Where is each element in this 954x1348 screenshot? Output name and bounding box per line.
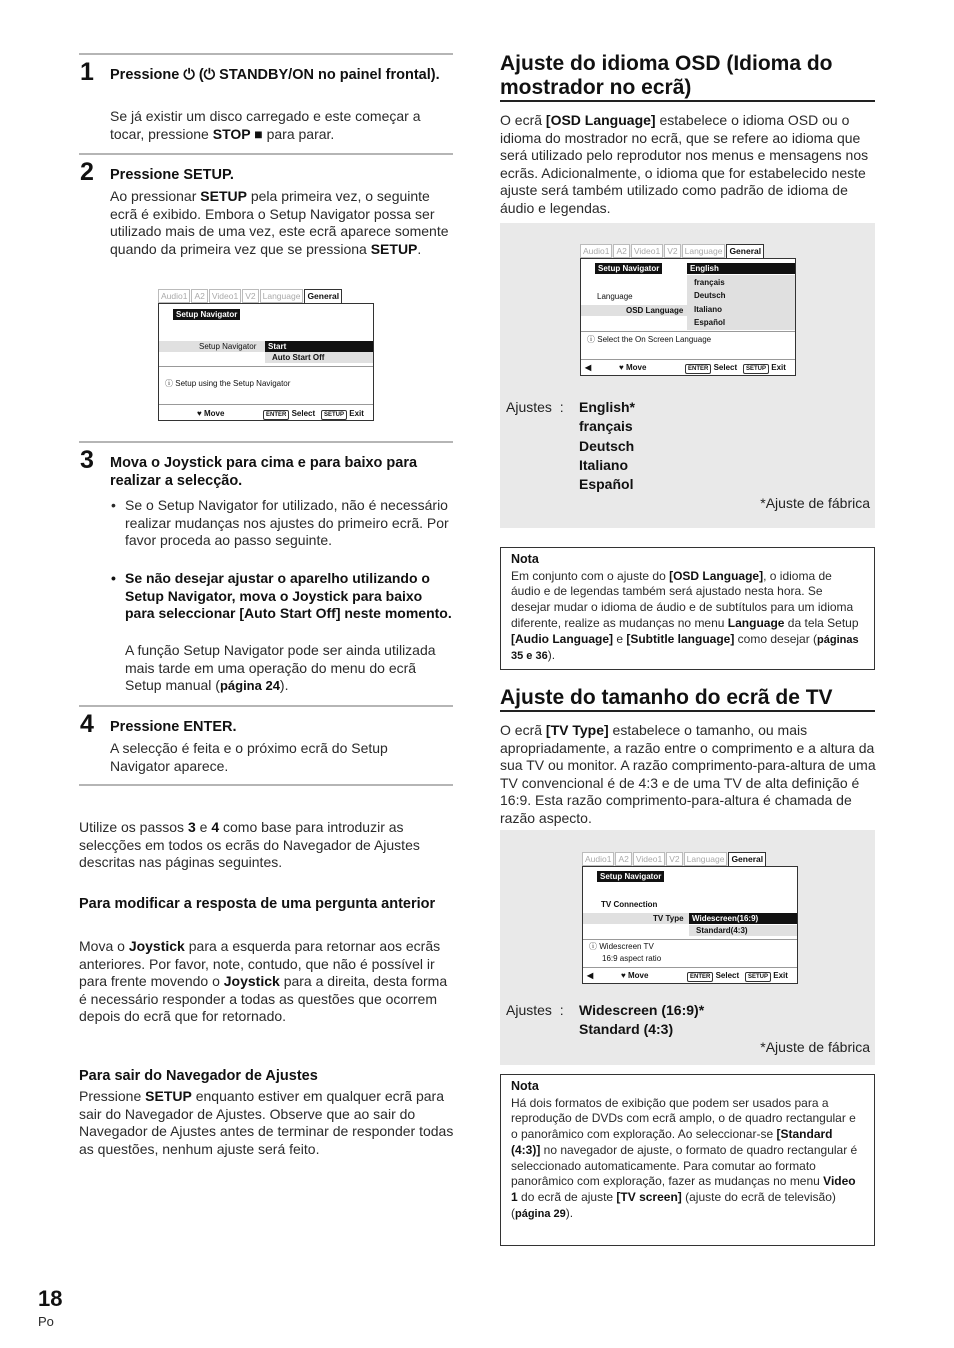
option-francais: français [694, 278, 725, 287]
option-standard: Standard(4:3) [696, 926, 748, 935]
tab-audio1: Audio1 [158, 289, 190, 303]
option-widescreen: Widescreen(16:9) [689, 913, 797, 924]
heading-tv-rule [500, 710, 875, 712]
option-italiano: Italiano [694, 305, 723, 314]
step2-number: 2 [80, 158, 94, 186]
info-text: ⓘ Setup using the Setup Navigator [165, 379, 291, 388]
option-start: Start [265, 341, 373, 352]
tab-language: Language [260, 289, 304, 303]
step3-number: 3 [80, 446, 94, 474]
heading-osd-rule [500, 100, 875, 102]
tv-factory-note: *Ajuste de fábrica [760, 1039, 870, 1055]
step1-number: 1 [80, 58, 94, 86]
step3-bullet-1: • Se o Setup Navigator for utilizado, não é necessário realizar mudanças nos ajustes do primeiro ecrã. Por favor proceda ao passo seguinte. [125, 497, 450, 550]
osd-setting-espanol: Español [579, 476, 634, 492]
option-deutsch: Deutsch [694, 291, 726, 300]
step4-top-rule [79, 705, 453, 707]
step1-top-rule [79, 53, 453, 55]
step2-body: Ao pressionar SETUP pela primeira vez, o seguinte ecrã é exibido. Embora o Setup Navigator possa ser utilizado mais de uma vez, este ecrã aparece somente quando da primeira vez que se pressiona SETUP. [110, 188, 449, 257]
tv-setting-standard: Standard (4:3) [579, 1021, 674, 1037]
step2-top-rule [79, 153, 453, 155]
tab-v2: V2 [242, 289, 258, 303]
tv-connection-label: TV Connection [601, 900, 658, 909]
joystick-icon: ♥ [197, 409, 204, 418]
step1-body: Se já existir um disco carregado e este começar a tocar, pressione STOP ■ para parar. [110, 108, 421, 142]
tab-a2: A2 [191, 289, 207, 303]
footer-select: ENTER Select [685, 362, 737, 374]
tv-type-screen: Audio1 A2 Video1 V2 Language General Setup Navigator TV Connection TV Type Widescreen(16:9) Standard(4:3) ⓘ Widescreen TV 16:9 aspect ratio ◀ ♥ Move ENTER Select SETUP Exit [582, 852, 798, 984]
nota-osd: Nota Em conjunto com o ajuste do [OSD Language], o idioma de áudio e de legendas também será ajustado nesta hora. Se desejar mudar o idioma de áudio e de subtítulos para um idioma diferente, realize as mudanças no menu Language da tela Setup [Audio Language] e [Subtitle language] como desejar (páginas 35 e 36). [500, 547, 875, 670]
step2-title: Pressione SETUP. [110, 167, 234, 183]
subhead-modify-answer: Para modificar a resposta de uma pergunta anterior [79, 896, 436, 912]
option-english: English [687, 263, 795, 274]
osd-setting-deutsch: Deutsch [579, 438, 635, 454]
step1-title: Pressione ⏻ (⏻ STANDBY/ON no painel frontal). [110, 67, 440, 83]
step3-bullet-2-extra: A função Setup Navigator pode ser ainda utilizada mais tarde em uma operação do menu do ecrã Setup manual (página 24). [125, 642, 436, 693]
step4-body: A selecção é feita e o próximo ecrã do Setup Navigator aparece. [110, 740, 388, 774]
step4-title: Pressione ENTER. [110, 719, 237, 735]
step4-number: 4 [80, 710, 94, 738]
osd-setting-italiano: Italiano [579, 457, 629, 473]
tv-intro-text: O ecrã [TV Type] estabelece o tamanho, ou mais apropriadamente, a razão entre o comprimento e a altura da sua TV ou monitor. A razão comprimento-para-altura de uma TV convencional é de 4:3 e de uma TV de alta definição é 16:9. Esta razão comprimento-para-altura é chamada de razão aspecto. [500, 722, 876, 826]
setup-navigator-screen [158, 289, 374, 421]
back-arrow-icon: ◀ [585, 363, 592, 372]
joystick-icon: ♥ [619, 363, 626, 372]
info-text-2: 16:9 aspect ratio [602, 954, 662, 963]
setup-navigator-title: Setup Navigator [597, 871, 664, 882]
step3-top-rule [79, 441, 453, 443]
tv-ajustes-label: Ajustes : [506, 1002, 564, 1018]
step3-bullet-2: • Se não desejar ajustar o aparelho utilizando o Setup Navigator, mova o Joystick para baixo para seleccionar [Auto Start Off] neste momento. [125, 570, 455, 623]
step3-title: Mova o Joystick para cima e para baixo para realizar a selecção. [110, 455, 418, 489]
tab-video1: Video1 [209, 289, 241, 303]
footer-select: ENTER Select [263, 408, 315, 420]
step4-bottom-rule [79, 784, 453, 786]
heading-osd-language: Ajuste do idioma OSD (Idioma do mostrador no ecrã) [500, 52, 833, 99]
joystick-icon: ♥ [621, 971, 628, 980]
osd-ajustes-label: Ajustes : [506, 399, 564, 415]
back-arrow-icon: ◀ [587, 971, 594, 980]
tab-general: General [304, 289, 342, 303]
footer-exit: SETUP Exit [321, 408, 364, 420]
heading-tv-size: Ajuste do tamanho do ecrã de TV [500, 686, 833, 709]
option-auto-start-off: Auto Start Off [272, 353, 325, 362]
screen-tabs [158, 289, 343, 303]
page-number: 18 [38, 1286, 63, 1311]
osd-intro-text: O ecrã [OSD Language] estabelece o idioma OSD ou o idioma do mostrador no ecrã, que se refere ao idioma que será utilizado pelo reprodutor nos menus e mensagens nos ecrãs. Adicionalmente, o idioma que for estabelecido neste ajuste será também utilizado como padrão de idioma de áudio e legendas. [500, 112, 869, 216]
setup-navigator-title: Setup Navigator [595, 263, 662, 274]
info-text: ⓘ Widescreen TV [589, 942, 654, 951]
footer-select: ENTER Select [687, 970, 739, 982]
footer-exit: SETUP Exit [743, 362, 786, 374]
subhead-exit-navigator: Para sair do Navegador de Ajustes [79, 1068, 318, 1084]
setup-navigator-title: Setup Navigator [173, 309, 240, 320]
osd-factory-note: *Ajuste de fábrica [760, 495, 870, 511]
footer-exit: SETUP Exit [745, 970, 788, 982]
info-icon: ⓘ [589, 942, 600, 951]
tv-setting-widescreen: Widescreen (16:9)* [579, 1002, 705, 1018]
info-icon: ⓘ [165, 379, 176, 388]
use-steps-text: Utilize os passos 3 e 4 como base para introduzir as selecções em todos os ecrãs do Navegador de Ajustes descritas nas páginas seguintes. [79, 819, 420, 870]
info-text: ⓘ Select the On Screen Language [587, 335, 712, 344]
language-group-label: Language [597, 292, 633, 301]
option-espanol: Español [694, 318, 726, 327]
tv-type-label: TV Type [653, 914, 684, 923]
info-icon: ⓘ [587, 335, 598, 344]
screen-body [158, 303, 374, 421]
nota-tv: Nota Há dois formatos de exibição que podem ser usados para a reprodução de DVDs com ecrã amplo, o de quadro rectangular e o panorâmico com exploração. Ao seleccionar-se [Standard (4:3)] no navegador de ajuste, o formato de quadro rectangular é seleccionado automaticamente. Para comutar ao formato panorâmico com exploração, fazer as mudanças no menu Video 1 do ecrã de ajuste [TV screen] (ajuste do ecrã de televisão) (página 29). [500, 1074, 875, 1246]
osd-language-screen: Audio1 A2 Video1 V2 Language General Setup Navigator Language OSD Language English français Deutsch Italiano Español ⓘ Select the On Screen Language ◀ ♥ Move ENTER Select SETUP Exit [580, 244, 796, 376]
modify-answer-text: Mova o Joystick para a esquerda para retornar aos ecrãs anteriores. Por favor, note, contudo, que não é possível ir para frente movendo o Joystick para a direita, desta forma é necessário responder a todas as questões que ocorrem depois do ecrã que for retornado. [79, 938, 448, 1024]
footer-move: ♥ Move [621, 971, 649, 980]
osd-language-label: OSD Language [626, 306, 684, 315]
exit-navigator-text: Pressione SETUP enquanto estiver em qualquer ecrã para sair do Navegador de Ajustes. Observe que ao sair do Navegador de Ajustes antes de terminar de responder todas as questões, nenhum ajuste será feito. [79, 1088, 454, 1157]
footer-move: ♥ Move [197, 409, 225, 418]
footer-move: ♥ Move [619, 363, 647, 372]
nota-tv-title: Nota [511, 1079, 539, 1093]
nota-osd-title: Nota [511, 552, 539, 566]
osd-setting-english: English* [579, 399, 636, 415]
page-language-code: Po [38, 1314, 54, 1329]
setup-navigator-label: Setup Navigator [199, 342, 257, 351]
osd-setting-francais: français [579, 418, 633, 434]
